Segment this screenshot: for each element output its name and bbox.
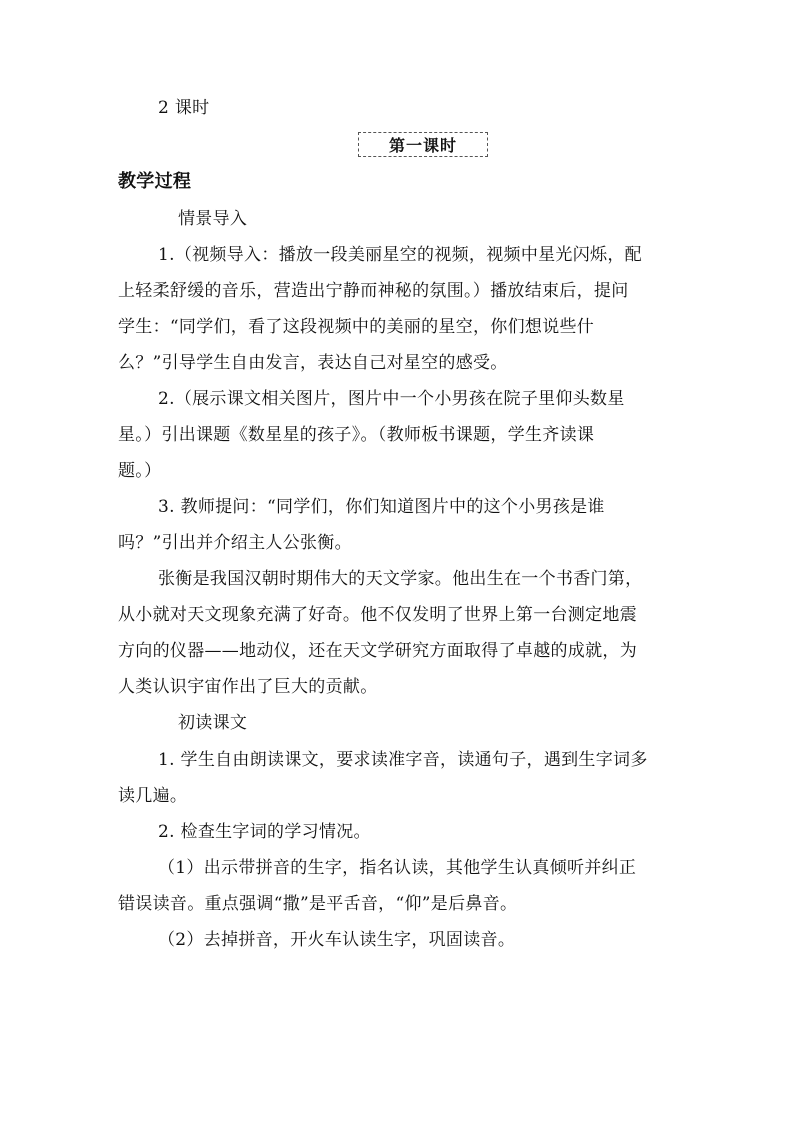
- reading-p4-line-1: （2）去掉拼音，开火车认读生字，巩固读音。: [158, 930, 516, 950]
- reading-p1-line-2: 读几遍。: [118, 786, 188, 806]
- intro-p4-line-4: 人类认识宇宙作出了巨大的贡献。: [118, 677, 378, 697]
- intro-heading: 情景导入: [178, 209, 248, 229]
- section-title-box: [358, 132, 488, 157]
- intro-p1-line-4: 么？”引导学生自由发言，表达自己对星空的感受。: [118, 353, 508, 373]
- intro-p3-line-1: 3. 教师提问：“同学们，你们知道图片中的这个小男孩是谁: [158, 497, 605, 517]
- intro-p2-line-3: 题。）: [118, 461, 162, 481]
- intro-p1-line-3: 学生：“同学们，看了这段视频中的美丽的星空，你们想说些什: [118, 317, 595, 337]
- intro-p4-line-3: 方向的仪器——地动仪，还在天文学研究方面取得了卓越的成就，为: [118, 641, 637, 661]
- intro-p4-line-2: 从小就对天文现象充满了好奇。他不仅发明了世界上第一台测定地震: [118, 605, 637, 625]
- intro-p3-line-2: 吗？”引出并介绍主人公张衡。: [118, 533, 352, 553]
- intro-p2-line-1: 2.（展示课文相关图片，图片中一个小男孩在院子里仰头数星: [158, 389, 625, 409]
- reading-heading: 初读课文: [178, 713, 248, 733]
- period-count: 2 课时: [158, 98, 210, 118]
- reading-p3-line-2: 错误读音。重点强调“撒”是平舌音，“仰”是后鼻音。: [118, 894, 518, 914]
- section-title: 第一课时: [388, 136, 457, 155]
- intro-p4-line-1: 张衡是我国汉朝时期伟大的天文学家。他出生在一个书香门第，: [158, 569, 643, 589]
- intro-p1-line-1: 1.（视频导入：播放一段美丽星空的视频，视频中星光闪烁，配: [158, 245, 642, 265]
- reading-p2-line-1: 2. 检查生字词的学习情况。: [158, 822, 371, 842]
- process-heading: 教学过程: [118, 171, 192, 192]
- intro-p1-line-2: 上轻柔舒缓的音乐，营造出宁静而神秘的氛围。）播放结束后，提问: [118, 281, 629, 301]
- intro-p2-line-2: 星。）引出课题《数星星的孩子》。（教师板书课题，学生齐读课: [118, 425, 595, 445]
- reading-p1-line-1: 1. 学生自由朗读课文，要求读准字音，读通句子，遇到生字词多: [158, 750, 648, 770]
- reading-p3-line-1: （1）出示带拼音的生字，指名认读，其他学生认真倾听并纠正: [158, 858, 637, 878]
